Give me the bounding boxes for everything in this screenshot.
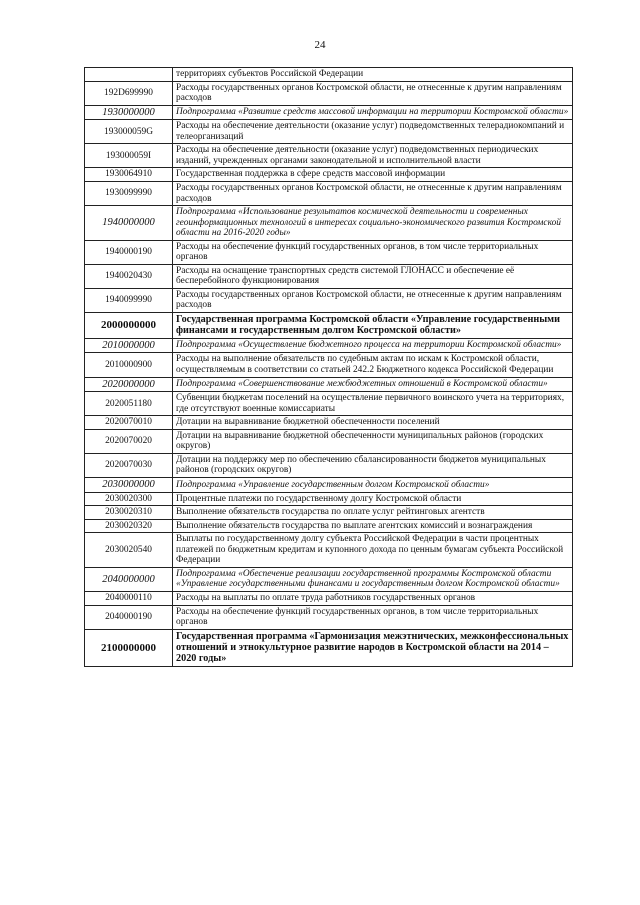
row-description: Расходы на оснащение транспортных средств системой ГЛОНАСС и обеспечение её бесперебойного функционирования [173,264,573,288]
row-code: 2030020300 [85,492,173,506]
subprogram-row [85,206,573,241]
row-description: Выплаты по государственному долгу субъекта Российской Федерации в части процентных платежей по бюджетным кредитам и купонного дохода по ценным бумагам субъекта Российской Федерации [173,533,573,568]
table-row [85,591,573,605]
row-description: Подпрограмма «Совершенствование межбюджетных отношений в Костромской области» [173,377,573,392]
row-code: 1930000000 [85,105,173,120]
row-code: 2020070030 [85,453,173,477]
row-code: 2030020540 [85,533,173,568]
row-code: 2040000000 [85,567,173,591]
row-code: 1940020430 [85,264,173,288]
row-description: Дотации на выравнивание бюджетной обеспеченности муниципальных районов (городских округов) [173,429,573,453]
page-number: 24 [314,39,326,51]
table-row [85,605,573,629]
row-code [85,68,173,82]
table-row [85,168,573,182]
table-row [85,519,573,533]
row-code: 2030020310 [85,506,173,520]
row-description: Государственная программа Костромской области «Управление государственными финансами и государственным долгом Костромской области» [173,312,573,338]
row-description: территориях субъектов Российской Федерации [173,68,573,82]
table-row [85,506,573,520]
subprogram-row [85,567,573,591]
table-row [85,288,573,312]
row-code: 2040000110 [85,591,173,605]
row-description: Дотации на выравнивание бюджетной обеспеченности поселений [173,416,573,430]
row-code: 192D699990 [85,81,173,105]
row-code: 2000000000 [85,312,173,338]
row-code: 2040000190 [85,605,173,629]
row-description: Расходы на обеспечение функций государственных органов, в том числе территориальных органов [173,605,573,629]
row-code: 2100000000 [85,629,173,666]
row-code: 1940000190 [85,240,173,264]
row-description: Государственная поддержка в сфере средств массовой информации [173,168,573,182]
table-row [85,120,573,144]
row-description: Расходы на выполнение обязательств по судебным актам по искам к Костромской области, осуществляемым в соответствии со статьей 242.2 Бюджетного кодекса Российской Федерации [173,353,573,377]
program-row [85,312,573,338]
table-row [85,182,573,206]
row-description: Подпрограмма «Управление государственным долгом Костромской области» [173,477,573,492]
table-row [85,144,573,168]
table-row [85,240,573,264]
table-row [85,264,573,288]
table-row [85,68,573,82]
row-code: 1930099990 [85,182,173,206]
table-row [85,492,573,506]
row-code: 2020000000 [85,377,173,392]
table-row [85,533,573,568]
row-description: Расходы государственных органов Костромской области, не отнесенные к другим направлениям расходов [173,81,573,105]
subprogram-row [85,105,573,120]
row-code: 193000059G [85,120,173,144]
row-description: Расходы государственных органов Костромской области, не отнесенные к другим направлениям расходов [173,288,573,312]
row-code: 2030000000 [85,477,173,492]
table-row [85,392,573,416]
table-row [85,416,573,430]
row-description: Выполнение обязательств государства по оплате услуг рейтинговых агентств [173,506,573,520]
table-row [85,453,573,477]
program-row [85,629,573,666]
row-description: Подпрограмма «Обеспечение реализации государственной программы Костромской области «Управление государственными финансами и государственным долгом Костромской области» [173,567,573,591]
row-description: Дотации на поддержку мер по обеспечению сбалансированности бюджетов муниципальных районов (городских округов) [173,453,573,477]
table-row [85,429,573,453]
row-description: Подпрограмма «Осуществление бюджетного процесса на территории Костромской области» [173,338,573,353]
row-description: Подпрограмма «Использование результатов космической деятельности и современных геоинформационных технологий в интересах социально-экономического развития Костромской области на 2016-2020 годы» [173,206,573,241]
subprogram-row [85,377,573,392]
row-code: 2010000900 [85,353,173,377]
row-description: Расходы на обеспечение деятельности (оказание услуг) подведомственных телерадиокомпаний и телеорганизаций [173,120,573,144]
row-code: 193000059I [85,144,173,168]
row-description: Расходы на обеспечение деятельности (оказание услуг) подведомственных периодических изданий, учрежденных органами законодательной и исполнительной власти [173,144,573,168]
row-code: 2030020320 [85,519,173,533]
row-code: 2020070010 [85,416,173,430]
row-description: Расходы государственных органов Костромской области, не отнесенные к другим направлениям расходов [173,182,573,206]
row-code: 2010000000 [85,338,173,353]
row-description: Подпрограмма «Развитие средств массовой информации на территории Костромской области» [173,105,573,120]
row-description: Расходы на выплаты по оплате труда работников государственных органов [173,591,573,605]
row-description: Расходы на обеспечение функций государственных органов, в том числе территориальных органов [173,240,573,264]
row-code: 1940099990 [85,288,173,312]
row-description: Процентные платежи по государственному долгу Костромской области [173,492,573,506]
row-code: 2020070020 [85,429,173,453]
table-row [85,81,573,105]
row-code: 1930064910 [85,168,173,182]
subprogram-row [85,477,573,492]
subprogram-row [85,338,573,353]
row-description: Государственная программа «Гармонизация межэтнических, межконфессиональных отношений и этнокультурное развитие народов в Костромской области на 2014 – 2020 годы» [173,629,573,666]
budget-classification-table [84,67,573,667]
row-code: 1940000000 [85,206,173,241]
row-description: Субвенции бюджетам поселений на осуществление первичного воинского учета на территориях, где отсутствуют военные комиссариаты [173,392,573,416]
row-description: Выполнение обязательств государства по выплате агентских комиссий и вознаграждения [173,519,573,533]
table-row [85,353,573,377]
row-code: 2020051180 [85,392,173,416]
